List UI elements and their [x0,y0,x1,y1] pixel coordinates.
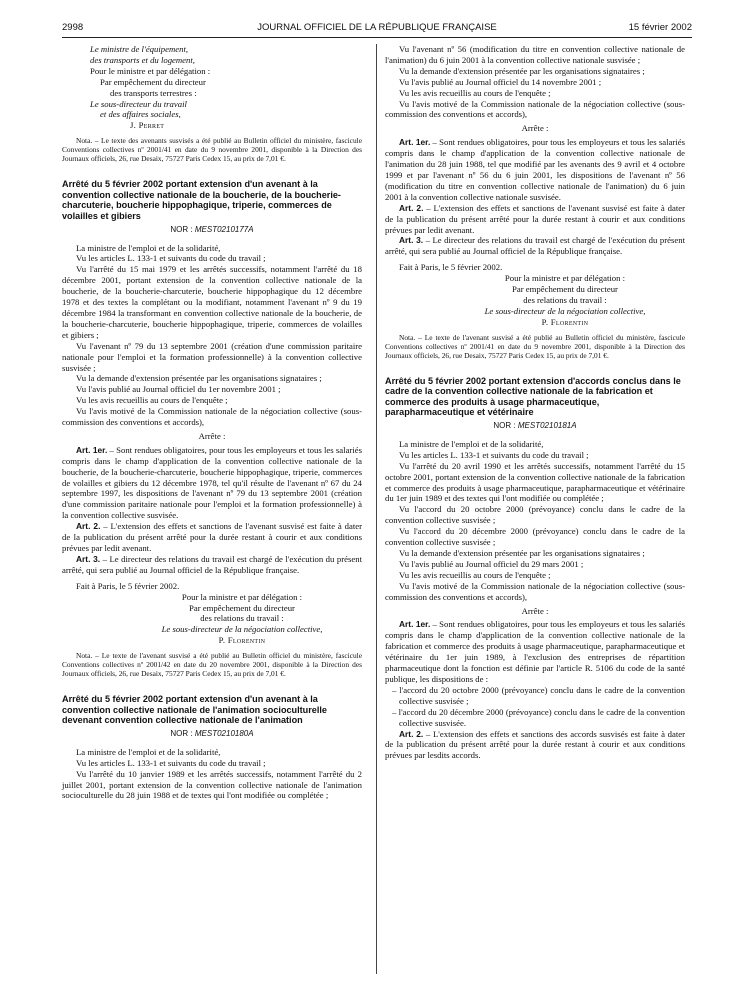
signatory-name: P. Florentin [541,316,589,327]
text-paragraph: La ministre de l'emploi et de la solidarité, [76,746,221,757]
text-paragraph: Vu l'accord du 20 octobre 2000 (prévoyance) conclu dans le cadre de la convention collective susvisée ; [385,504,685,526]
list-item: – l'accord du 20 octobre 2000 (prévoyance) conclu dans le cadre de la convention collective susvisée ; [392,684,685,706]
article-2: Art. 2. – L'extension des effets et sanctions de l'avenant susvisé est faite à dater de la publication du présent arrêté pour la durée restant à courir et aux conditions prévues par ledit avenant. [385,202,685,235]
text-paragraph: La ministre de l'emploi et de la solidarité, [76,242,221,253]
nor-reference: NOR : MEST0210181A [493,421,577,431]
issue-date: 15 février 2002 [628,22,692,33]
nota-paragraph: Nota. – Le texte des avenants susvisés a été publié au Bulletin officiel du ministère, fascicule Conventions collectives nº 2001/41 en date du 9 novembre 2001, disponible à la Direction des Journaux officiels, 26, rue Desaix, 75727 Paris Cedex 15, au prix de 7,01 €. [62,136,362,164]
text-paragraph: Vu les avis recueillis au cours de l'enquête ; [399,87,551,98]
text-paragraph: Vu l'avis motivé de la Commission nationale de la négociation collective (sous-commission des conventions et accords), [385,580,685,602]
text-paragraph: Vu la demande d'extension présentée par les organisations signataires ; [399,548,645,558]
text-paragraph: Vu l'arrêté du 15 mai 1979 et les arrêtés successifs, notamment l'arrêté du 18 décembre 2001, portant extension de la convention collective nationale de la boucherie, de la boucherie-charcuterie, boucherie hippophagique du 12 décembre 1978 et des textes la complétant ou la modifiant, notamment l'avenant nº 9 du 19 décembre 1984 la transformant en convention collective nationale de la boucherie, de la boucherie-charcuterie, boucherie hippophagique, triperie, commerces de volailles et gibiers ; [62,264,362,340]
article-1: Art. 1er. – Sont rendues obligatoires, pour tous les employeurs et tous les salariés compris dans le champ d'application de la convention collective nationale de la fabrication et commerce des produits à usage pharmaceutique, parapharmaceutique et vétérinaire du 1er juin 1989, à l'exclusion des entreprises de répartition pharmaceutique dont la fonction est définie par l'article R. 5106 du code de la santé publique, les dispositions de : [385,619,685,684]
journal-title: JOURNAL OFFICIEL DE LA RÉPUBLIQUE FRANÇAISE [257,22,497,33]
nota-paragraph: Nota. – Le texte de l'avenant susvisé a été publié au Bulletin officiel du ministère, fascicule Conventions collectives nº 2001/41 en date du 9 novembre 2001, disponible à la Direction des Journaux officiels, 26, rue Desaix, 75727 Paris Cedex 15, au prix de 7,01 €. [385,332,685,360]
text-paragraph: Vu l'arrêté du 10 janvier 1989 et les arrêtés successifs, notamment l'arrêté du 2 juillet 2001, portant extension de la convention collective nationale de l'animation socioculturelle du 28 juin 1988 et de textes qui l'ont modifiée ou complétée ; [62,768,362,801]
article-1: Art. 1er. – Sont rendues obligatoires, pour tous les employeurs et tous les salariés compris dans le champ d'application de la convention collective nationale de la boucherie, de la boucherie-charcuterie, boucherie hippophagique, triperie, commerces de volailles et gibiers du 12 décembre 1978, tel qu'il résulte de l'avenant nº 67 du 24 septembre 1997, les dispositions de l'avenant nº 79 du 13 septembre 2001 (création d'une commission paritaire nationale pour l'emploi et la formation professionnelle) à la convention collective susvisée. [62,444,362,521]
text-paragraph: Vu les avis recueillis au cours de l'enquête ; [76,395,228,406]
text-paragraph: La ministre de l'emploi et de la solidarité, [399,438,544,449]
text-paragraph: Vu l'avenant nº 56 (modification du titre en convention collective nationale de l'animation) du 6 juin 2001 à la convention collective nationale susvisée ; [385,44,685,65]
article-1: Art. 1er. – Sont rendues obligatoires, pour tous les employeurs et tous les salariés compris dans le champ d'application de la convention collective nationale de l'animation du 28 juin 1988, tel que modifié par les avenants des 9 avril et 4 octobre 1999 et par l'avenant nº 56 du 6 juin 2001, les dispositions de l'avenant nº 56 (modification du titre en convention collective nationale de l'animation) du 6 juin 2001 à la convention collective nationale susvisée. [385,137,685,202]
signature-line: Le ministre de l'équipement, [90,44,189,54]
decree-title: Arrêté du 5 février 2002 portant extension d'accords conclus dans le cadre de la convention collective nationale de la fabrication et commerce des produits à usage pharmaceutique, parapharmaceutique et vétérinaire [385,375,681,418]
arrete-heading: Arrête : [521,605,549,616]
arrete-heading: Arrête : [198,430,226,441]
signatory-name: J. Perret [130,120,165,131]
signature-block: Pour la ministre et par délégation : Par empêchement du directeur des relations du travail : Le sous-directeur de la négociation collective, P. Florentin [385,273,685,328]
nor-reference: NOR : MEST0210180A [170,728,254,738]
signature-line: des transports terrestres : [110,87,197,98]
text-paragraph: Vu l'avis publié au Journal officiel du 29 mars 2001 ; [399,558,584,569]
signatory-name: P. Florentin [218,635,266,646]
signature-line: Par empêchement du directeur [100,76,206,87]
decree-title: Arrêté du 5 février 2002 portant extension d'un avenant à la convention collective nationale de l'animation socioculturelle devenant convention collective nationale de l'animation [62,694,327,726]
text-paragraph: Vu les articles L. 133-1 et suivants du code du travail ; [76,757,266,768]
column-divider [376,44,377,974]
text-paragraph: Vu l'avis publié au Journal officiel du 1er novembre 2001 ; [76,384,281,395]
left-column [62,44,362,801]
article-2: Art. 2. – L'extension des effets et sanctions de l'avenant susvisé est faite à dater de la publication du présent arrêté pour la durée restant à courir et aux conditions prévues par ledit avenant. [62,521,362,553]
signature-line: Le sous-directeur du travail [90,98,187,109]
signature-line: et des affaires sociales, [100,109,181,120]
header-rule [62,37,692,38]
page-number: 2998 [62,22,84,33]
article-3: Art. 3. – Le directeur des relations du travail est chargé de l'exécution du présent arrêté, qui sera publié au Journal officiel de la République française. [62,553,362,575]
text-paragraph: Vu l'avis motivé de la Commission nationale de la négociation collective (sous-commission des conventions et accords), [385,98,685,120]
nor-reference: NOR : MEST0210177A [170,224,254,234]
page-header [62,22,692,36]
signature-block [62,44,362,131]
signature-line: Pour le ministre et par délégation : [90,65,211,76]
text-paragraph: Vu l'avis motivé de la Commission nationale de la négociation collective (sous-commission des conventions et accords), [62,406,362,428]
signature-line: des transports et du logement, [90,54,195,65]
text-paragraph: Vu l'arrêté du 20 avril 1990 et les arrêtés successifs, notamment l'arrêté du 15 octobre 2001, portant extension de la convention collective nationale de la fabrication et commerce des produits à usage pharmaceutique, parapharmaceutique et vétérinaire du 1er juin 1989 et des textes qui l'ont modifiée ou complétée ; [385,460,685,504]
signature-block: Pour la ministre et par délégation : Par empêchement du directeur des relations du travail : Le sous-directeur de la négociation collective, P. Florentin [62,592,362,647]
decree-title: Arrêté du 5 février 2002 portant extension d'un avenant à la convention collective nationale de la boucherie, de la boucherie-charcuterie, boucherie hippophagique, triperie, commerces de volailles et gibiers [62,179,341,222]
signing-date: Fait à Paris, le 5 février 2002. [399,262,503,273]
list-item: – l'accord du 20 décembre 2000 (prévoyance) conclu dans le cadre de la convention collective susvisée. [392,706,685,728]
text-paragraph: Vu les articles L. 133-1 et suivants du code du travail ; [399,449,589,460]
article-2: Art. 2. – L'extension des effets et sanctions des accords susvisés est faite à dater de la publication du présent arrêté pour la durée restant à courir et aux conditions prévues par lesdits accords. [385,728,685,761]
text-paragraph: Vu la demande d'extension présentée par les organisations signataires ; [76,373,322,384]
text-paragraph: Vu l'avis publié au Journal officiel du 14 novembre 2001 ; [399,76,602,87]
text-paragraph: Vu les avis recueillis au cours de l'enquête ; [399,569,551,580]
right-column [385,44,685,761]
article-3: Art. 3. – Le directeur des relations du travail est chargé de l'exécution du présent arrêté, qui sera publié au Journal officiel de la République française. [385,235,685,257]
arrete-heading: Arrête : [521,123,549,134]
text-paragraph: Vu la demande d'extension présentée par les organisations signataires ; [399,65,645,76]
signing-date: Fait à Paris, le 5 février 2002. [76,580,180,591]
text-paragraph: Vu l'avenant nº 79 du 13 septembre 2001 (création d'une commission paritaire nationale pour l'emploi et la formation professionnelle) à la convention collective susvisée ; [62,340,362,373]
nota-paragraph: Nota. – Le texte de l'avenant susvisé a été publié au Bulletin officiel du ministère, fascicule Conventions collectives nº 2001/42 en date du 20 novembre 2001, disponible à la Direction des Journaux officiels, 26, rue Desaix, 75727 Paris Cedex 15, au prix de 7,01 €. [62,651,362,679]
text-paragraph: Vu l'accord du 20 décembre 2000 (prévoyance) conclu dans le cadre de la convention collective susvisée ; [385,526,685,548]
text-paragraph: Vu les articles L. 133-1 et suivants du code du travail ; [76,253,266,264]
